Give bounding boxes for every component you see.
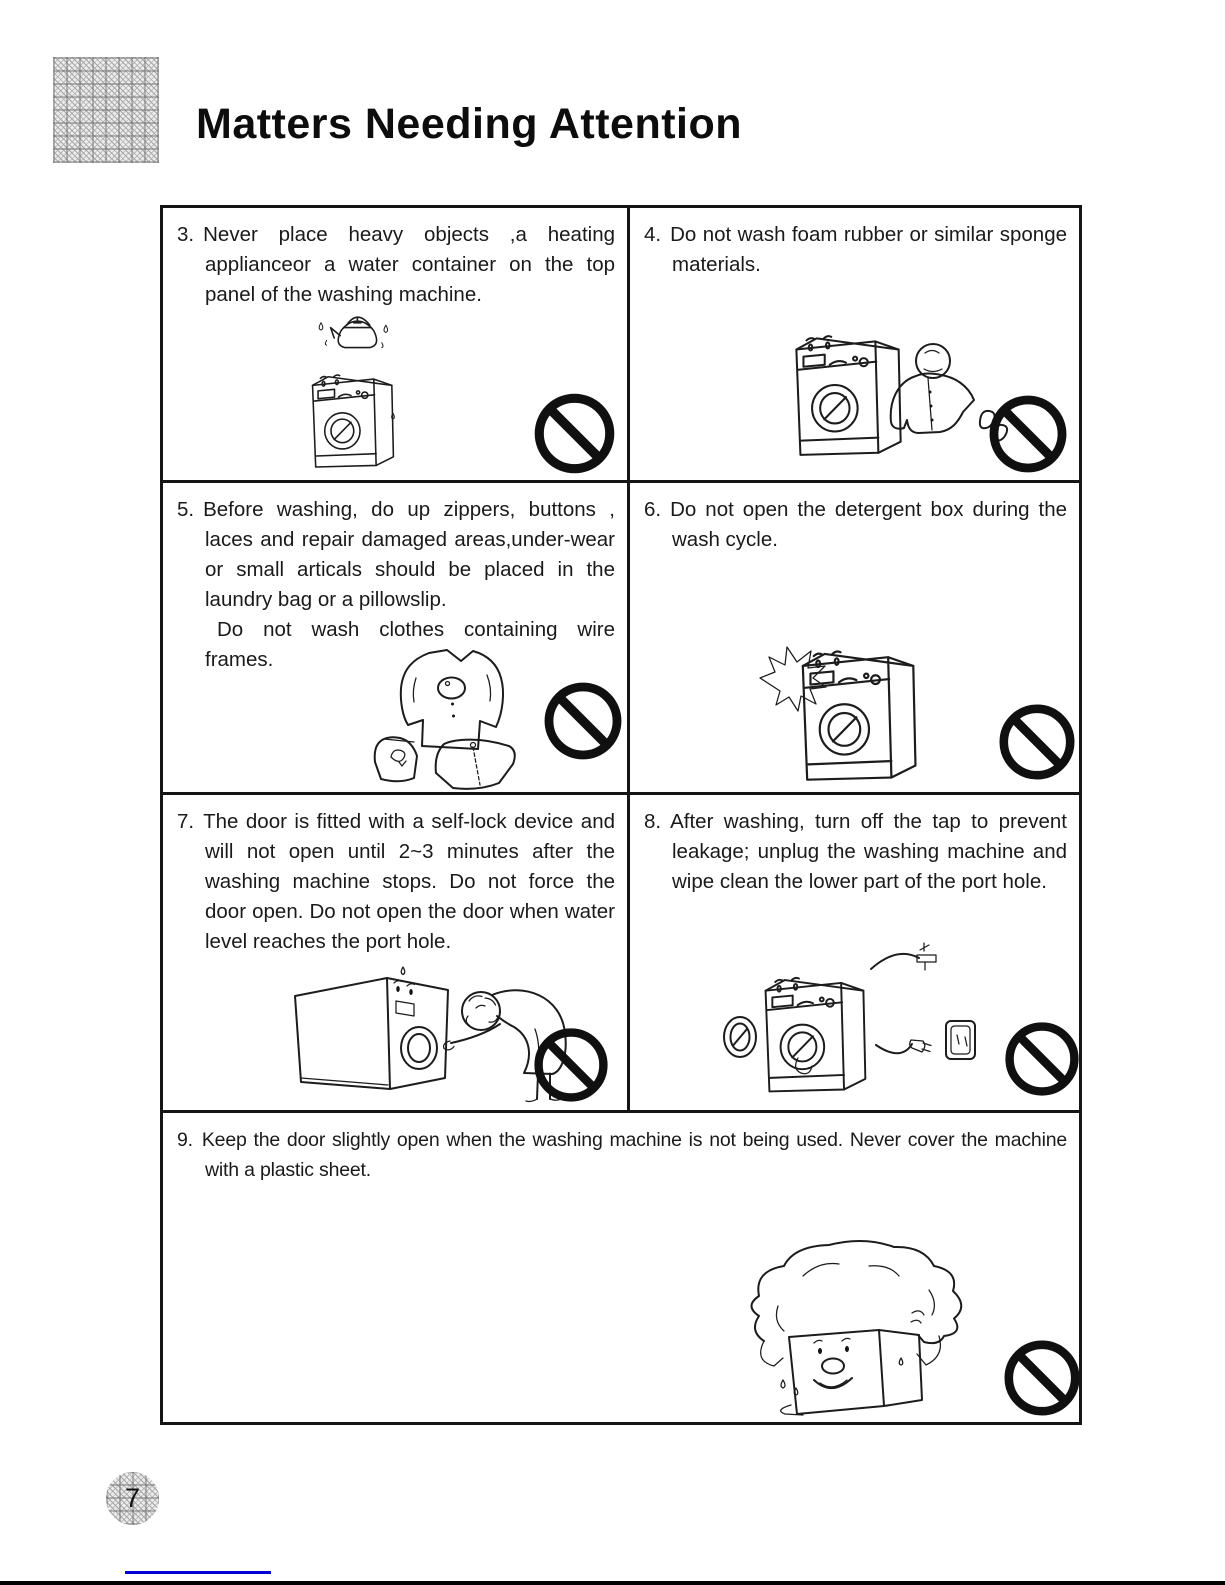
prohibition-icon	[531, 1025, 611, 1105]
notice-text-7: 7. The door is fitted with a self-lock device and will not open until 2~3 minutes after the washing machine stops. Do not force the door open. Do not open the door when water level reaches the port hole.	[177, 810, 615, 953]
notice-number-6: 6.	[644, 498, 662, 521]
washer-with-kettle-illustration	[291, 306, 415, 478]
notice-number-7: 7.	[177, 810, 195, 833]
notice-number-9: 9.	[177, 1129, 193, 1151]
notice-text-5b: Do not wash clothes containing wire frames.	[205, 618, 615, 671]
prohibition-icon	[541, 679, 625, 763]
notice-number-5: 5.	[177, 498, 195, 521]
notice-text-8: 8. After washing, turn off the tap to prevent leakage; unplug the washing machine and wipe clean the lower part of the port hole.	[644, 810, 1067, 893]
washer-detergent-box-burst-illustration	[742, 595, 954, 791]
notice-number-4: 4.	[644, 223, 662, 246]
prohibition-icon	[1002, 1019, 1079, 1099]
notice-cell-3	[163, 208, 630, 483]
scan-bottom-edge	[0, 1581, 1225, 1585]
washer-covered-plastic-sheet-illustration	[703, 1215, 1015, 1421]
washer-unplugged-tap-socket-illustration	[718, 937, 1012, 1109]
shirt-laundry-bag-zipper-illustration	[353, 633, 565, 793]
notice-cell-7	[163, 795, 630, 1113]
notice-number-3: 3.	[177, 223, 195, 246]
page-number: 7	[124, 1483, 141, 1513]
notice-number-8: 8.	[644, 810, 662, 833]
notice-cell-9	[163, 1113, 1079, 1422]
notice-text-4: 4. Do not wash foam rubber or similar sponge materials.	[644, 223, 1067, 276]
washer-with-raincoat-socks-illustration	[780, 300, 1020, 472]
notice-text-6: 6. Do not open the detergent box during the wash cycle.	[644, 498, 1067, 551]
prohibition-icon	[996, 701, 1078, 783]
notice-text-3: 3. Never place heavy objects ,a heating applianceor a water container on the top panel of the washing machine.	[177, 223, 615, 306]
notice-cell-5	[163, 483, 630, 795]
notice-table	[160, 205, 1082, 1425]
prohibition-icon	[531, 390, 618, 477]
halftone-decoration-square	[53, 57, 159, 163]
notice-cell-6	[630, 483, 1079, 795]
notice-text-9: 9. Keep the door slightly open when the washing machine is not being used. Never cover the machine with a plastic sheet.	[177, 1129, 1067, 1181]
notice-cell-4	[630, 208, 1079, 483]
prohibition-icon	[986, 392, 1070, 476]
notice-cell-8	[630, 795, 1079, 1113]
page-title: Matters Needing Attention	[196, 100, 743, 148]
footer-blue-underline	[125, 1571, 271, 1574]
notice-text-5: 5. Before washing, do up zippers, buttons , laces and repair damaged areas,under-wear or small articals should be placed in the laundry bag or a pillowslip.	[177, 498, 615, 611]
prohibition-icon	[1001, 1337, 1079, 1419]
page-number-badge	[106, 1472, 159, 1525]
